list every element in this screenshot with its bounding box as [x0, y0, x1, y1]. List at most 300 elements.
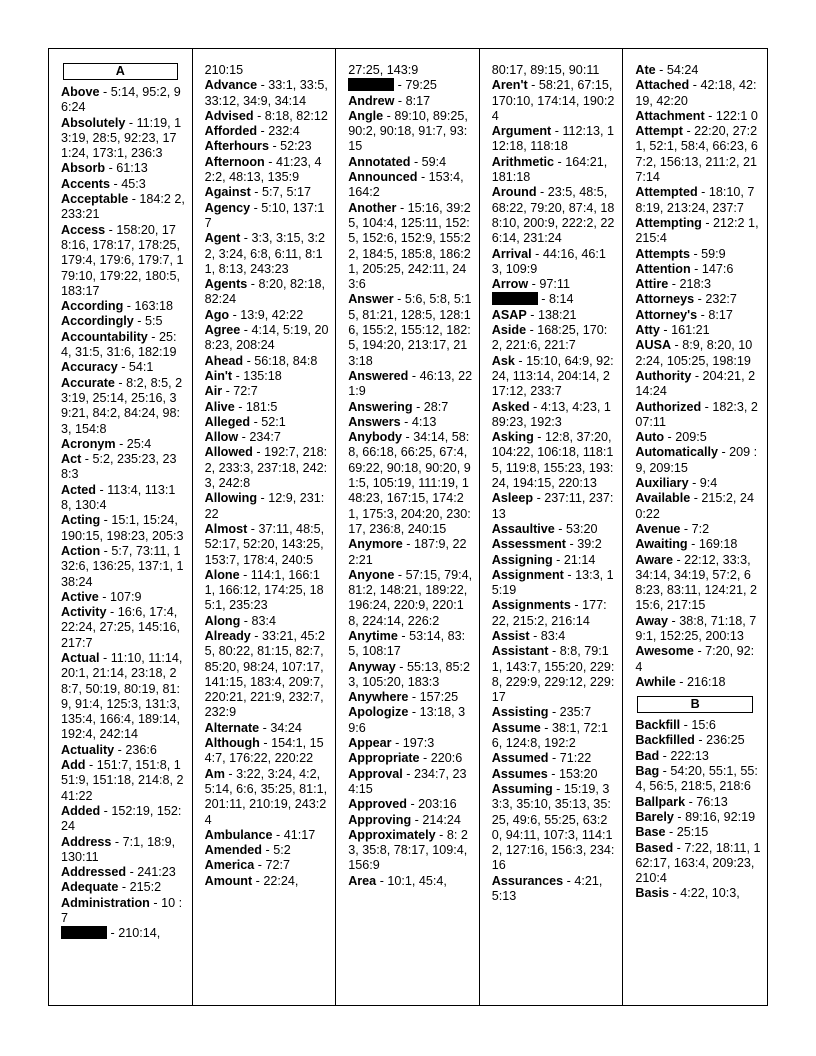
page-line-refs: 237:11, 237:13: [491, 491, 614, 521]
page-line-refs: 38:1, 72:16, 124:8, 192:2: [491, 720, 609, 751]
index-term: Alone: [204, 567, 240, 582]
index-term: Attorney's: [635, 307, 698, 322]
page-line-refs: 135:18: [243, 368, 282, 383]
index-entry: Attorney's - 8:17: [635, 307, 733, 322]
index-entry: Aware - 22:12, 33:3, 34:14, 34:19, 57:2, 68:23, 83:11, 124:21, 215:6, 217:15: [635, 552, 757, 613]
index-term: Awesome: [635, 644, 694, 659]
page-line-refs: 15:16, 39:25, 104:4, 125:11, 152:5, 152:6, 152:9, 155:22, 184:5, 185:8, 186:21, 205:25, 242:11, 243:6: [348, 200, 471, 292]
page-line-refs: 214:24: [422, 812, 461, 827]
page-line-refs: 83:4: [540, 628, 566, 643]
index-term: Available: [635, 491, 691, 506]
page-line-refs: 53:14, 83:5, 108:17: [348, 628, 466, 659]
page-line-refs: 5:7, 5:17: [261, 185, 312, 200]
index-term: Assaultive: [491, 521, 555, 536]
page-line-refs: 12:8, 37:20, 104:22, 106:18, 118:15, 119:8, 155:23, 193:24, 194:15, 220:13: [491, 430, 614, 491]
index-term: Away: [635, 613, 669, 628]
index-term: Accountability: [61, 329, 148, 344]
page-line-refs: 209:5: [675, 430, 707, 445]
page-line-refs: 215:2, 240:22: [635, 491, 754, 521]
page-line-refs: 15:10, 64:9, 92:24, 113:14, 204:14, 217:12, 233:7: [491, 353, 614, 399]
page-line-refs: 232:7: [705, 292, 737, 307]
index-term: Actual: [61, 650, 100, 665]
page-line-refs: 97:11: [539, 277, 570, 292]
page-line-refs: 59:9: [701, 246, 726, 261]
page-line-refs: 158:20, 178:16, 178:17, 178:25, 179:4, 179:6, 179:7, 179:10, 179:22, 180:5, 183:17: [61, 222, 184, 298]
index-term: Attire: [635, 277, 669, 292]
index-entry: America - 72:7: [204, 858, 291, 873]
index-entry: Authority - 204:21, 214:24: [635, 368, 756, 399]
entry-continuation: 80:17, 89:15, 90:11: [491, 63, 600, 77]
index-entry: Anyway - 55:13, 85:23, 105:20, 183:3: [348, 659, 471, 689]
index-term: Allow: [204, 430, 239, 445]
index-term: Aware: [635, 552, 673, 567]
index-column: [480, 49, 624, 1005]
index-entry: Activity - 16:6, 17:4, 22:24, 27:25, 145:16, 217:7: [61, 605, 181, 650]
page-line-refs: 232:4: [268, 124, 300, 139]
index-entry: Absorb - 61:13: [61, 161, 148, 176]
page-line-refs: 169:18: [698, 537, 738, 552]
index-term: Ahead: [204, 353, 244, 368]
index-entry: Assaultive - 53:20: [491, 521, 598, 536]
index-entry: Afforded - 232:4: [204, 124, 300, 139]
index-term: Arrow: [491, 277, 529, 292]
index-term: Assessment: [491, 537, 566, 552]
index-entry: Aside - 168:25, 170:2, 221:6, 221:7: [491, 323, 608, 353]
index-term: Area: [348, 873, 377, 888]
index-entry: AUSA - 8:9, 8:20, 102:24, 105:25, 198:19: [635, 338, 753, 368]
index-term: Add: [61, 758, 86, 773]
index-term: Accuracy: [61, 360, 118, 375]
page-line-refs: 57:15, 79:4, 81:2, 148:21, 189:22, 196:24, 220:9, 220:18, 224:14, 226:2: [348, 567, 473, 628]
index-term: Amended: [204, 843, 262, 858]
entry-continuation: 210:15: [204, 63, 244, 77]
index-entry: Alleged - 52:1: [204, 414, 286, 429]
index-term: ASAP: [491, 307, 527, 322]
index-entry: Assignment - 13:3, 15:19: [491, 567, 614, 598]
index-term: Arrival: [491, 246, 532, 261]
index-entry: ASAP - 138:21: [491, 307, 577, 322]
index-term: Argument: [491, 124, 552, 139]
index-entry: Assumes - 153:20: [491, 766, 598, 781]
index-term: Attachment: [635, 108, 705, 123]
index-entry: Apologize - 13:18, 39:6: [348, 705, 466, 735]
index-entry: Assigning - 21:14: [491, 552, 596, 567]
page-line-refs: 13:18, 39:6: [348, 705, 466, 735]
index-term: Asleep: [491, 491, 534, 506]
index-entry: Authorized - 182:3, 207:11: [635, 399, 758, 429]
page-line-refs: 72:7: [265, 858, 291, 873]
redaction-block: [348, 78, 394, 91]
page-line-refs: 55:13, 85:23, 105:20, 183:3: [348, 659, 471, 689]
index-term: Approximately: [348, 827, 436, 842]
index-entry: Ahead - 56:18, 84:8: [204, 353, 318, 368]
page-line-refs: 8:14: [548, 292, 574, 307]
index-entry: Annotated - 59:4: [348, 154, 447, 169]
index-term: Accents: [61, 176, 110, 191]
index-entry: Accordingly - 5:5: [61, 314, 163, 329]
index-term: Ambulance: [204, 827, 273, 842]
page-line-refs: 5:7, 73:11, 132:6, 136:25, 137:1, 138:24: [61, 543, 184, 589]
index-term: Angle: [348, 108, 384, 123]
index-entry: Adequate - 215:2: [61, 880, 162, 895]
index-term: Answered: [348, 368, 409, 383]
page-line-refs: 4:14, 5:19, 208:23, 208:24: [204, 323, 329, 353]
index-term: Assignments: [491, 598, 571, 613]
page-line-refs: 23:5, 48:5, 68:22, 79:20, 87:4, 188:10, 200:9, 222:2, 226:14, 231:24: [491, 185, 615, 246]
index-entry: Act - 5:2, 235:23, 238:3: [61, 452, 177, 482]
index-entry: Asked - 4:13, 4:23, 189:23, 192:3: [491, 399, 611, 429]
index-entry: - 79:25: [348, 78, 473, 93]
index-entry: Accents - 45:3: [61, 176, 146, 191]
index-term: Attempted: [635, 185, 698, 200]
index-term: Apologize: [348, 705, 409, 720]
page-line-refs: 153:4, 164:2: [348, 170, 464, 200]
index-entry: Assume - 38:1, 72:16, 124:8, 192:2: [491, 720, 609, 751]
index-column: [336, 49, 480, 1005]
page-line-refs: 234:7: [249, 430, 281, 445]
index-entry: Add - 151:7, 151:8, 151:9, 151:18, 214:8, 241:22: [61, 758, 184, 803]
index-entry: Backfill - 15:6: [635, 718, 716, 733]
index-entry: Allowed - 192:7, 218:2, 233:3, 237:18, 242:3, 242:8: [204, 445, 328, 491]
index-entry: Action - 5:7, 73:11, 132:6, 136:25, 137:1, 138:24: [61, 543, 184, 589]
page-line-refs: 54:1: [128, 360, 154, 375]
index-term: Amount: [204, 873, 253, 888]
page-line-refs: 22:12, 33:3, 34:14, 34:19, 57:2, 68:23, 83:11, 124:21, 215:6, 217:15: [635, 552, 757, 613]
index-term: Accordingly: [61, 314, 134, 329]
index-term: Answer: [348, 292, 394, 307]
index-term: Acceptable: [61, 192, 129, 207]
index-term: America: [204, 858, 255, 873]
index-term: Addressed: [61, 865, 127, 880]
page-line-refs: 157:25: [419, 690, 459, 705]
page-line-refs: 38:8, 71:18, 79:1, 152:25, 200:13: [635, 613, 757, 643]
section-letter-header: A: [63, 63, 178, 80]
index-entry: Assumed - 71:22: [491, 751, 592, 766]
index-term: Approval: [348, 766, 403, 781]
page-line-refs: 79:25: [405, 78, 437, 93]
index-entry: Advised - 8:18, 82:12: [204, 108, 328, 123]
index-entry: Ambulance - 41:17: [204, 827, 316, 842]
page-line-refs: 52:23: [280, 139, 312, 154]
page-line-refs: 122:1 0: [715, 108, 758, 123]
index-term: Attorneys: [635, 292, 695, 307]
page-line-refs: 147:6: [701, 261, 734, 276]
index-term: Ago: [204, 307, 230, 322]
index-entry: Alternate - 34:24: [204, 720, 302, 735]
page-line-refs: 5:10, 137:17: [204, 200, 325, 230]
index-entry: Answers - 4:13: [348, 414, 437, 429]
index-entry: - 8:14: [492, 292, 617, 307]
page-line-refs: 76:13: [696, 794, 728, 809]
index-entry: Arithmetic - 164:21, 181:18: [491, 154, 608, 185]
page-line-refs: 209 :9, 209:15: [635, 445, 758, 475]
index-term: Agree: [204, 323, 241, 338]
page-line-refs: 112:13, 112:18, 118:18: [491, 124, 615, 154]
index-term: Approved: [348, 797, 407, 812]
page-line-refs: 5:14, 95:2, 96:24: [61, 85, 181, 115]
index-entry: Anytime - 53:14, 83:5, 108:17: [348, 628, 466, 659]
index-term: Anymore: [348, 537, 403, 552]
index-term: Atty: [635, 323, 660, 338]
index-entry: Aren't - 58:21, 67:15, 170:10, 174:14, 190:24: [491, 78, 615, 123]
page-line-refs: 7:2: [691, 521, 710, 536]
index-entry: Advance - 33:1, 33:5, 33:12, 34:9, 34:14: [204, 78, 328, 108]
page-line-refs: 34:14, 58:8, 66:18, 66:25, 67:4, 69:22, 90:18, 90:20, 91:5, 105:19, 111:19, 148:23, 167:15, 174:21, 175:3, 204:20, 230:17, 236:8, 240:15: [348, 430, 471, 536]
index-entry: Access - 158:20, 178:16, 178:17, 178:25, 179:4, 179:6, 179:7, 179:10, 179:22, 180:5, 183:17: [61, 222, 184, 298]
index-entry: Basis - 4:22, 10:3,: [635, 886, 740, 901]
index-term: Backfilled: [635, 733, 695, 748]
page-line-refs: 8:8, 79:11, 143:7, 155:20, 229:8, 229:9, 229:12, 229:17: [491, 644, 615, 705]
index-term: Auxiliary: [635, 476, 689, 491]
index-entry: Attempting - 212:2 1, 215:4: [635, 215, 759, 246]
index-entry: Almost - 37:11, 48:5, 52:17, 52:20, 143:25, 153:7, 178:4, 240:5: [204, 521, 325, 567]
index-entry: Assisting - 235:7: [491, 705, 592, 720]
page-line-refs: 8:18, 82:12: [264, 108, 328, 123]
page-line-refs: 203:16: [418, 797, 457, 812]
index-entry: Agree - 4:14, 5:19, 208:23, 208:24: [204, 323, 329, 353]
page-line-refs: 187:9, 222:21: [348, 537, 467, 567]
index-entry: Address - 7:1, 18:9, 130:11: [61, 834, 176, 864]
index-term: Allowing: [204, 491, 258, 506]
index-entry: Anyone - 57:15, 79:4, 81:2, 148:21, 189:22, 196:24, 220:9, 220:18, 224:14, 226:2: [348, 567, 473, 628]
page-line-refs: 10:1, 45:4,: [387, 873, 447, 888]
index-entry: Approval - 234:7, 234:15: [348, 766, 467, 796]
index-entry: Allowing - 12:9, 231:22: [204, 491, 325, 521]
index-term: Assumes: [491, 766, 548, 781]
index-term: Attempt: [635, 124, 683, 139]
index-entry: Actuality - 236:6: [61, 742, 157, 757]
index-term: Arithmetic: [491, 154, 555, 169]
index-term: Answering: [348, 399, 413, 414]
index-term: Assistant: [491, 644, 549, 659]
page-line-refs: 53:20: [565, 521, 598, 536]
index-term: Afterhours: [204, 139, 269, 154]
index-term: Action: [61, 543, 101, 558]
page-line-refs: 154:1, 154:7, 176:22, 220:22: [204, 736, 324, 766]
page-line-refs: 54:24: [666, 63, 699, 77]
page-line-refs: 52:1: [261, 414, 286, 429]
page-line-refs: 72:7: [233, 384, 258, 399]
page-line-refs: 9:4: [699, 476, 718, 491]
index-entry: [492, 63, 617, 78]
index-term: Allowed: [204, 445, 253, 460]
index-entry: Acceptable - 184:2 2, 233:21: [61, 192, 185, 222]
index-entry: Announced - 153:4, 164:2: [348, 170, 464, 200]
page-line-refs: 37:11, 48:5, 52:17, 52:20, 143:25, 153:7, 178:4, 240:5: [204, 521, 325, 567]
index-term: Agency: [204, 200, 251, 215]
index-column: [623, 49, 767, 1005]
index-term: Afforded: [204, 124, 258, 139]
index-entry: Anywhere - 157:25: [348, 690, 459, 705]
page-line-refs: 181:5: [245, 399, 278, 414]
page-line-refs: 41:23, 42:2, 48:13, 135:9: [204, 154, 322, 185]
index-entry: Attention - 147:6: [635, 261, 734, 276]
page-line-refs: 3:22, 3:24, 4:2, 5:14, 6:6, 35:25, 81:1, 201:11, 210:19, 243:24: [204, 766, 328, 827]
index-entry: Around - 23:5, 48:5, 68:22, 79:20, 87:4, 188:10, 200:9, 222:2, 226:14, 231:24: [491, 185, 615, 246]
index-entry: Attached - 42:18, 42:19, 42:20: [635, 78, 757, 108]
index-entry: Allow - 234:7: [204, 430, 281, 445]
index-entry: Agents - 8:20, 82:18, 82:24: [204, 277, 326, 307]
index-entry: Attempts - 59:9: [635, 246, 726, 261]
page-line-refs: 8:17: [708, 307, 733, 322]
index-term: Appear: [348, 736, 392, 751]
index-term: Address: [61, 834, 112, 849]
page-line-refs: 215:2: [129, 880, 162, 895]
index-term: Ate: [635, 63, 656, 77]
page-line-refs: 54:20, 55:1, 55:4, 56:5, 218:5, 218:6: [635, 764, 758, 794]
index-entry: Arrival - 44:16, 46:13, 109:9: [491, 246, 606, 276]
index-entry: Already - 33:21, 45:25, 80:22, 81:15, 82:7, 85:20, 98:24, 107:17, 141:15, 183:4, 209:7, 220:21, 221:9, 232:7, 232:9: [204, 628, 326, 720]
index-entry: [348, 63, 473, 78]
index-entry: Ate - 54:24: [635, 63, 699, 77]
index-term: Base: [635, 825, 666, 840]
index-term: Assigning: [491, 552, 553, 567]
index-entry: Assistant - 8:8, 79:11, 143:7, 155:20, 229:8, 229:9, 229:12, 229:17: [491, 644, 615, 705]
index-entry: Ballpark - 76:13: [635, 794, 728, 809]
page-line-refs: 45:3: [121, 176, 146, 191]
index-entry: Amended - 5:2: [204, 843, 291, 858]
index-entry: Active - 107:9: [61, 589, 142, 604]
index-term: Assist: [491, 628, 530, 643]
page-line-refs: 161:21: [671, 323, 710, 338]
index-entry: Awaiting - 169:18: [635, 537, 738, 552]
page-line-refs: 236:6: [125, 742, 157, 757]
index-entry: Available - 215:2, 240:22: [635, 491, 754, 521]
index-entry: Andrew - 8:17: [348, 93, 431, 108]
index-term: Andrew: [348, 93, 395, 108]
index-term: Asked: [491, 399, 530, 414]
index-term: Agents: [204, 277, 248, 292]
word-index-page: [48, 48, 768, 1006]
page-line-refs: 13:3, 15:19: [491, 567, 614, 598]
page-line-refs: 33:1, 33:5, 33:12, 34:9, 34:14: [204, 78, 328, 108]
index-term: Attempts: [635, 246, 690, 261]
index-entry: Acronym - 25:4: [61, 436, 152, 451]
index-term: Attempting: [635, 215, 702, 230]
index-term: Around: [491, 185, 537, 200]
index-entry: Awesome - 7:20, 92:4: [635, 644, 755, 674]
page-line-refs: 152:19, 152:24: [61, 803, 182, 834]
index-term: Anybody: [348, 430, 403, 445]
index-entry: Amount - 22:24,: [204, 873, 299, 888]
index-entry: Ask - 15:10, 64:9, 92:24, 113:14, 204:14, 217:12, 233:7: [491, 353, 614, 399]
page-line-refs: 3:3, 3:15, 3:22, 3:24, 6:8, 6:11, 8:11, 8:13, 243:23: [204, 231, 326, 276]
index-term: Acronym: [61, 436, 116, 451]
index-entry: Addressed - 241:23: [61, 865, 176, 880]
page-line-refs: 33:21, 45:25, 80:22, 81:15, 82:7, 85:20, 98:24, 107:17, 141:15, 183:4, 209:7, 220:21, 221:9, 232:7, 232:9: [204, 628, 326, 720]
index-entry: Asleep - 237:11, 237:13: [491, 491, 614, 521]
index-entry: Attire - 218:3: [635, 277, 711, 292]
page-line-refs: 41:17: [283, 827, 316, 842]
index-entry: Afternoon - 41:23, 42:2, 48:13, 135:9: [204, 154, 322, 185]
index-entry: Administration - 10 :7: [61, 895, 183, 926]
index-entry: Avenue - 7:2: [635, 521, 710, 536]
index-term: Adequate: [61, 880, 119, 895]
index-term: Ballpark: [635, 794, 686, 809]
page-line-refs: 8:20, 82:18, 82:24: [204, 277, 326, 307]
index-term: Actuality: [61, 742, 115, 757]
index-entry: Angle - 89:10, 89:25, 90:2, 90:18, 91:7, 93:15: [348, 108, 468, 154]
index-term: According: [61, 299, 124, 314]
index-entry: Along - 83:4: [204, 613, 276, 628]
page-line-refs: 210:14,: [118, 926, 161, 941]
index-entry: Added - 152:19, 152:24: [61, 803, 182, 834]
index-column: [193, 49, 337, 1005]
index-term: Anyone: [348, 567, 395, 582]
index-entry: Bag - 54:20, 55:1, 55:4, 56:5, 218:5, 218:6: [635, 764, 758, 794]
index-entry: Afterhours - 52:23: [204, 139, 312, 154]
index-term: Ask: [491, 353, 515, 368]
page-line-refs: 56:18, 84:8: [254, 353, 318, 368]
index-entry: Accuracy - 54:1: [61, 360, 154, 375]
index-entry: Away - 38:8, 71:18, 79:1, 152:25, 200:13: [635, 613, 757, 643]
index-term: Agent: [204, 231, 241, 246]
page-line-refs: 236:25: [706, 733, 745, 748]
page-line-refs: 235:7: [559, 705, 592, 720]
index-term: Advised: [204, 108, 254, 123]
page-line-refs: 44:16, 46:13, 109:9: [491, 246, 606, 276]
index-entry: Ago - 13:9, 42:22: [204, 307, 304, 322]
redaction-block: [492, 292, 538, 305]
index-entry: Alone - 114:1, 166:11, 166:12, 174:25, 185:1, 235:23: [204, 567, 324, 613]
page-line-refs: 46:13, 221:9: [348, 368, 473, 399]
index-entry: Actual - 11:10, 11:14, 20:1, 21:14, 23:18, 28:7, 50:19, 80:19, 81:9, 91:4, 125:3, 131:3, 135:4, 166:4, 189:14, 192:4, 242:14: [61, 650, 183, 742]
page-line-refs: 192:7, 218:2, 233:3, 237:18, 242:3, 242:8: [204, 445, 328, 491]
page-line-refs: 220:6: [430, 751, 463, 766]
index-entry: Assignments - 177: 22, 215:2, 216:14: [491, 598, 607, 628]
index-term: Absorb: [61, 161, 106, 176]
index-entry: Another - 15:16, 39:25, 104:4, 125:11, 152:5, 152:6, 152:9, 155:22, 184:5, 185:8, 186:21, 205:25, 242:11, 243:6: [348, 200, 471, 292]
page-line-refs: 197:3: [402, 736, 435, 751]
index-entry: Appear - 197:3: [348, 736, 435, 751]
page-line-refs: 7:20, 92:4: [635, 644, 755, 674]
index-term: Already: [204, 628, 251, 643]
index-term: Annotated: [348, 154, 411, 169]
page-line-refs: 39:2: [577, 537, 602, 552]
index-entry: Asking - 12:8, 37:20, 104:22, 106:18, 118:15, 119:8, 155:23, 193:24, 194:15, 220:13: [491, 430, 614, 491]
index-entry: Assist - 83:4: [491, 628, 566, 643]
page-line-refs: 8:2, 8:5, 23:19, 25:14, 25:16, 39:21, 84:2, 84:24, 98:3, 154:8: [61, 375, 183, 436]
index-entry: Approved - 203:16: [348, 797, 457, 812]
index-entry: Backfilled - 236:25: [635, 733, 745, 748]
index-term: Anytime: [348, 628, 398, 643]
index-term: Active: [61, 589, 99, 604]
page-line-refs: 12:9, 231:22: [204, 491, 325, 521]
page-line-refs: 61:13: [116, 161, 148, 176]
page-line-refs: 25: 4, 31:5, 31:6, 182:19: [61, 329, 177, 360]
page-line-refs: 151:7, 151:8, 151:9, 151:18, 214:8, 241:22: [61, 758, 184, 803]
index-entry: Acted - 113:4, 113:18, 130:4: [61, 482, 176, 513]
index-entry: Answering - 28:7: [348, 399, 449, 414]
index-entry: Agent - 3:3, 3:15, 3:22, 3:24, 6:8, 6:11, 8:11, 8:13, 243:23: [204, 231, 326, 276]
page-line-refs: 11:19, 13:19, 28:5, 92:23, 171:24, 173:1, 236:3: [61, 115, 182, 161]
page-line-refs: 21:14: [563, 552, 596, 567]
page-line-refs: 222:13: [670, 748, 709, 763]
page-line-refs: 4:22, 10:3,: [680, 886, 740, 901]
page-line-refs: 241:23: [137, 865, 176, 880]
index-term: Bag: [635, 764, 660, 779]
index-entry: Acting - 15:1, 15:24, 190:15, 198:23, 205:3: [61, 513, 184, 543]
index-entry: Although - 154:1, 154:7, 176:22, 220:22: [204, 736, 324, 766]
index-term: Assume: [491, 720, 541, 735]
page-line-refs: 216:18: [686, 674, 726, 689]
index-term: Alternate: [204, 720, 260, 735]
page-line-refs: 177: 22, 215:2, 216:14: [491, 598, 607, 628]
index-entry: Attempt - 22:20, 27:21, 52:1, 58:4, 66:23, 67:2, 156:13, 211:2, 217:14: [635, 124, 758, 185]
page-line-refs: 8: 23, 35:8, 78:17, 109:4, 156:9: [348, 827, 468, 873]
index-term: Automatically: [635, 445, 718, 460]
index-term: Aside: [491, 323, 527, 338]
